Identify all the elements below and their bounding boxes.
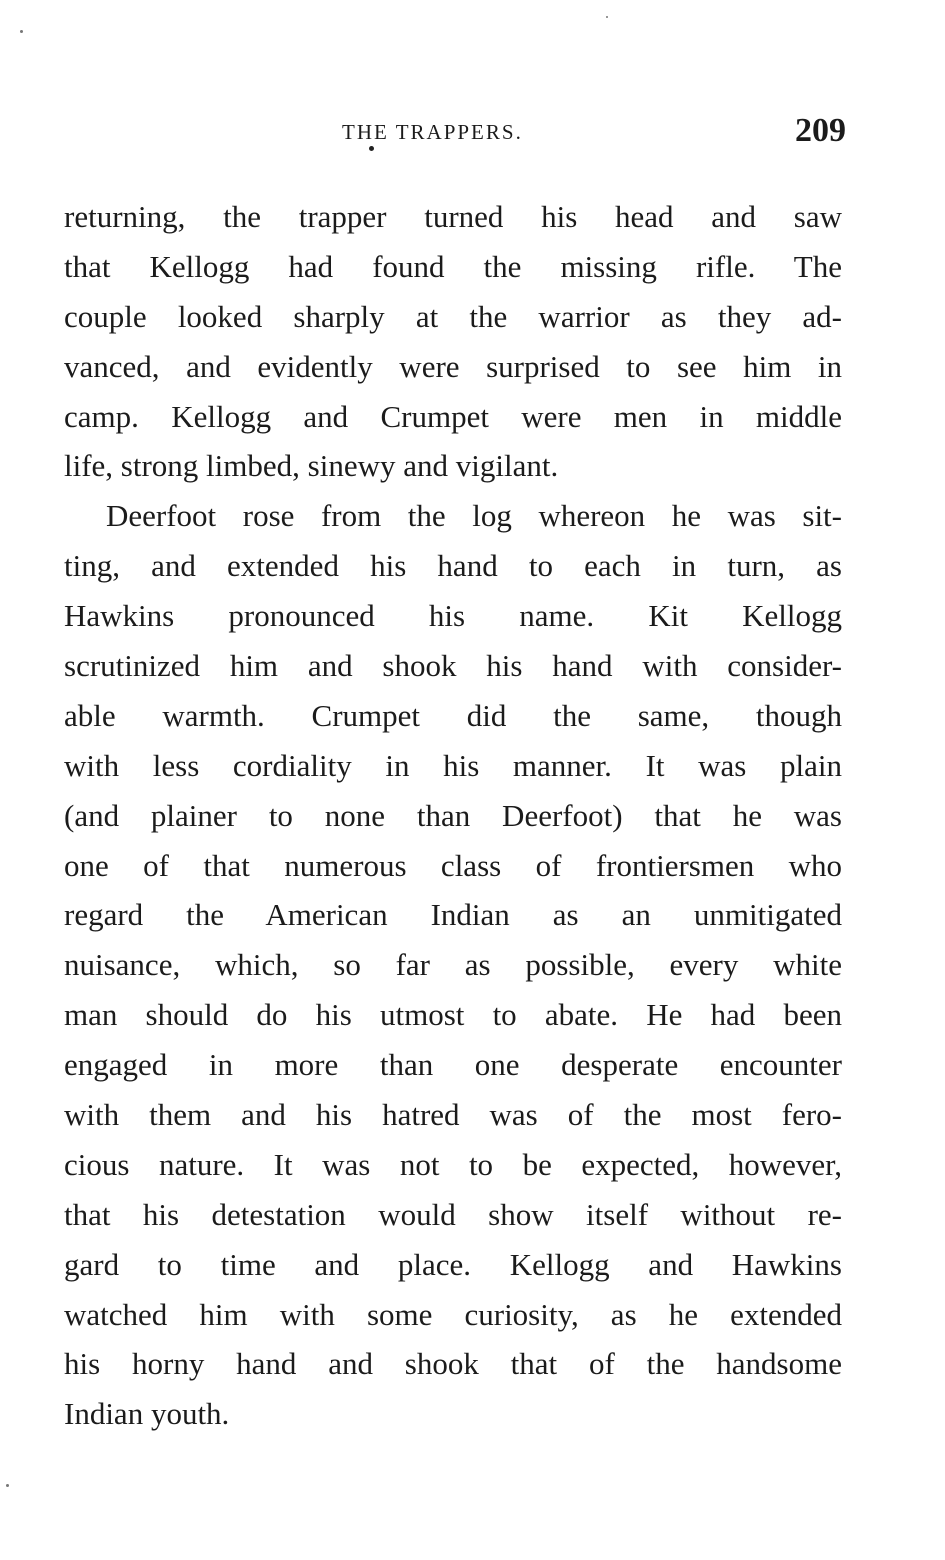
scan-speck [6, 1484, 9, 1487]
text-line: his horny hand and shook that of the handsome [64, 1346, 842, 1382]
text-line: ting, and extended his hand to each in turn, as [64, 548, 842, 584]
text-line: one of that numerous class of frontiersmen who [64, 847, 842, 883]
text-line: cious nature. It was not to be expected, however, [64, 1146, 842, 1182]
text-line: life, strong limbed, sinewy and vigilant. [64, 448, 559, 484]
page-header [60, 112, 846, 156]
text-line: regard the American Indian as an unmitigated [64, 897, 842, 933]
text-line: Deerfoot rose from the log whereon he was sit- [106, 498, 842, 534]
text-line: gard to time and place. Kellogg and Hawkins [64, 1246, 842, 1282]
text-line: Hawkins pronounced his name. Kit Kellogg [64, 598, 842, 634]
scan-speck [20, 30, 23, 33]
text-line: couple looked sharply at the warrior as they ad- [64, 298, 842, 334]
text-line: Indian youth. [64, 1396, 230, 1432]
text-line: watched him with some curiosity, as he extended [64, 1296, 842, 1332]
page-number: 209 [795, 112, 846, 149]
text-line: scrutinized him and shook his hand with consider- [64, 648, 842, 684]
text-line: returning, the trapper turned his head and saw [64, 199, 842, 234]
text-line: man should do his utmost to abate. He had been [64, 997, 842, 1033]
text-line: engaged in more than one desperate encounter [64, 1047, 842, 1083]
text-line: camp. Kellogg and Crumpet were men in middle [64, 398, 842, 434]
text-line: (and plainer to none than Deerfoot) that he was [64, 797, 842, 833]
text-line: that his detestation would show itself without re- [64, 1196, 842, 1232]
paragraph-2 [64, 491, 842, 1439]
text-line: vanced, and evidently were surprised to see him in [64, 348, 842, 384]
text-line: nuisance, which, so far as possible, every white [64, 947, 842, 983]
text-line: with less cordiality in his manner. It was plain [64, 747, 842, 783]
body-text [64, 192, 842, 1439]
text-line: able warmth. Crumpet did the same, though [64, 697, 842, 733]
running-title: THE TRAPPERS. [342, 120, 523, 144]
text-line: with them and his hatred was of the most fero- [64, 1097, 842, 1133]
paragraph-1 [64, 192, 842, 491]
scan-speck [606, 16, 608, 18]
text-line: that Kellogg had found the missing rifle. The [64, 248, 842, 284]
